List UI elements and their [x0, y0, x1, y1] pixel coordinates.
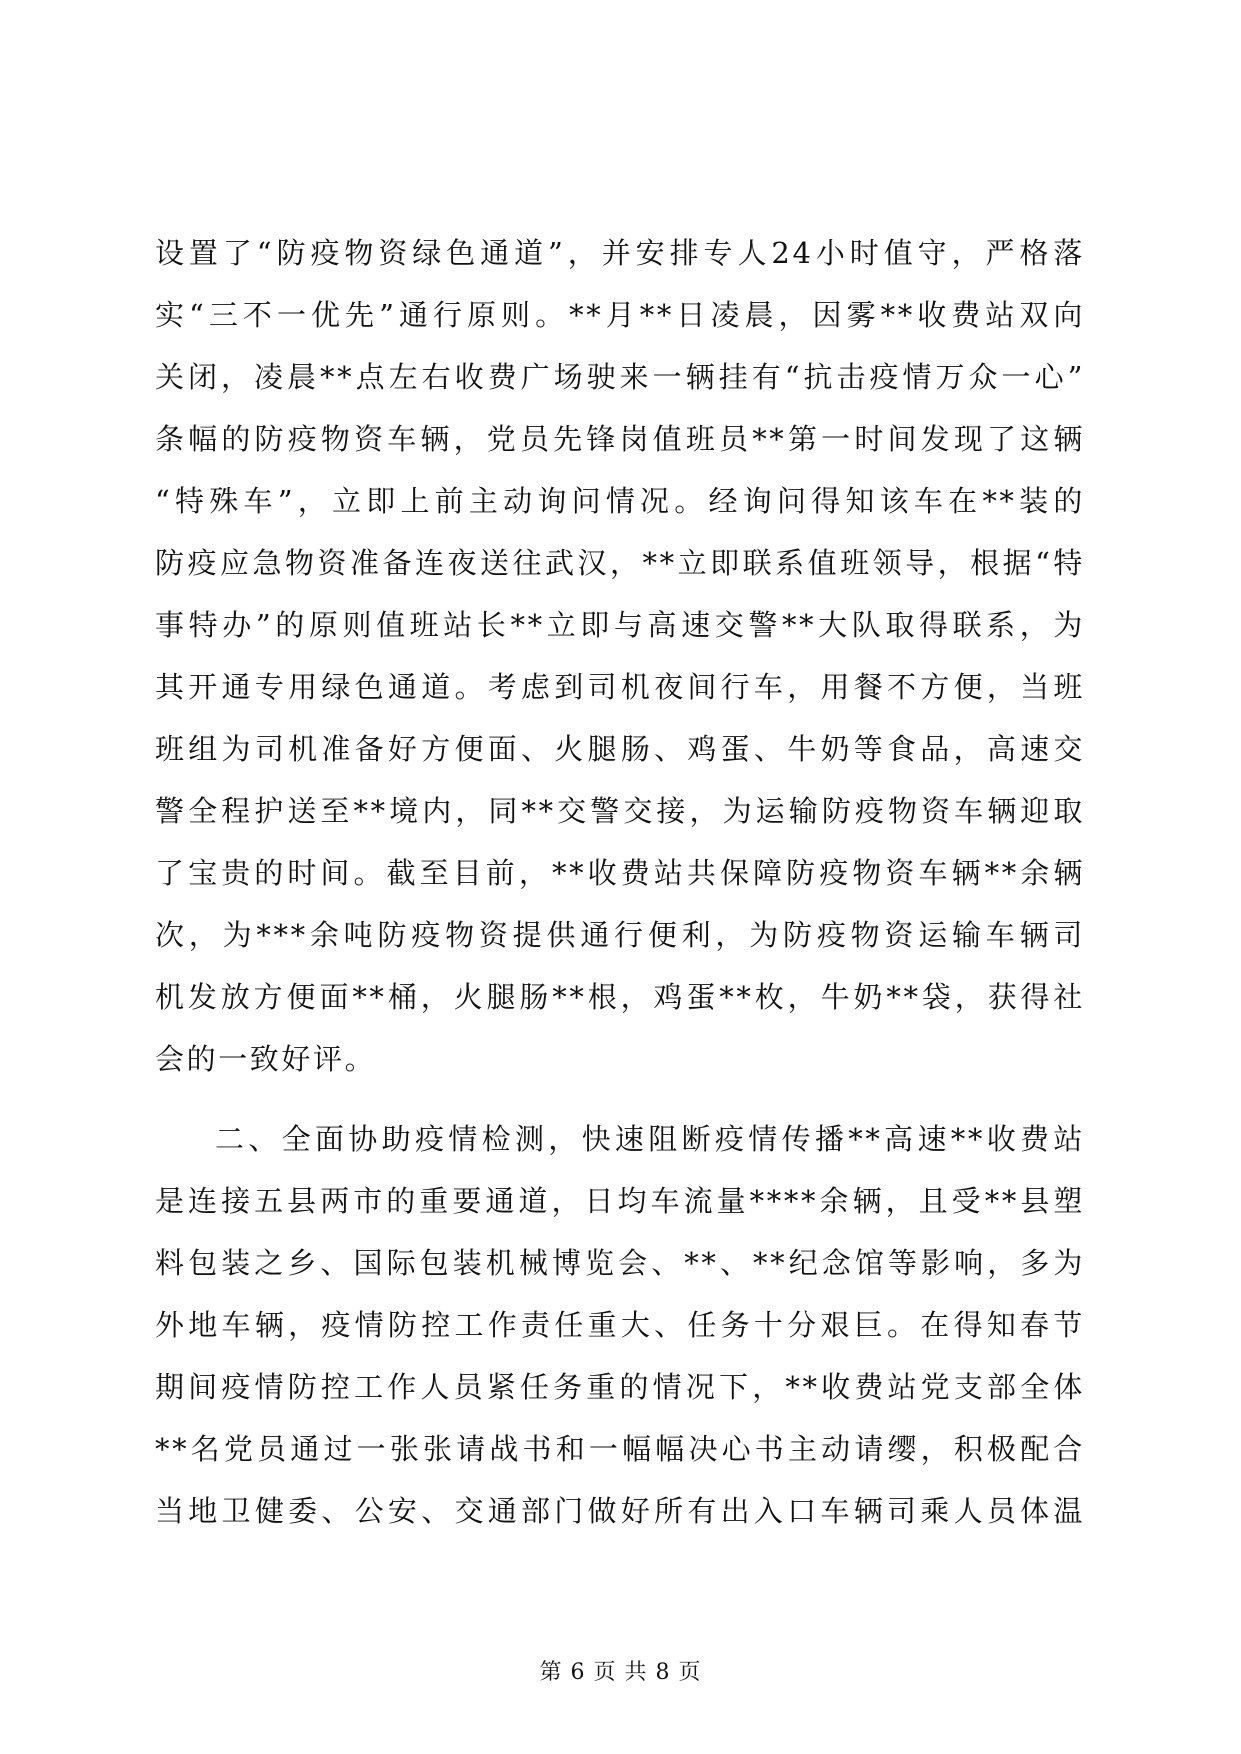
- paragraph-2: [155, 1108, 1085, 1542]
- text-line: **名党员通过一张张请战书和一幅幅决心书主动请缨，积极配合: [155, 1432, 1085, 1466]
- page-footer: [0, 1655, 1241, 1686]
- text-line: 是连接五县两市的重要通道，日均车流量****余辆，且受**县塑: [155, 1184, 1085, 1218]
- text-line: 关闭，凌晨**点左右收费广场驶来一辆挂有“抗击疫情万众一心”: [155, 360, 1085, 394]
- text-line: 次，为***余吨防疫物资提供通行便利，为防疫物资运输车辆司: [155, 918, 1085, 952]
- text-line: 班组为司机准备好方便面、火腿肠、鸡蛋、牛奶等食品，高速交: [155, 732, 1085, 766]
- text-line: 事特办”的原则值班站长**立即与高速交警**大队取得联系，为: [155, 608, 1085, 642]
- document-body: [155, 222, 1085, 1542]
- paragraph-gap: [155, 1090, 1085, 1108]
- page-number: 第 6 页 共 8 页: [539, 1660, 702, 1685]
- text-line: 会的一致好评。: [155, 1042, 377, 1076]
- text-line: 实“三不一优先”通行原则。**月**日凌晨，因雾**收费站双向: [155, 298, 1085, 332]
- text-line: 设置了“防疫物资绿色通道”，并安排专人24小时值守，严格落: [155, 236, 1085, 270]
- text-line: 二、全面协助疫情检测，快速阻断疫情传播**高速**收费站: [215, 1122, 1085, 1156]
- text-line: 了宝贵的时间。截至目前，**收费站共保障防疫物资车辆**余辆: [155, 856, 1085, 890]
- text-line: 其开通专用绿色通道。考虑到司机夜间行车，用餐不方便，当班: [155, 670, 1085, 704]
- text-line: 期间疫情防控工作人员紧任务重的情况下，**收费站党支部全体: [155, 1370, 1085, 1404]
- text-line: 当地卫健委、公安、交通部门做好所有出入口车辆司乘人员体温: [155, 1494, 1085, 1528]
- text-line: 料包装之乡、国际包装机械博览会、**、**纪念馆等影响，多为: [155, 1246, 1085, 1280]
- paragraph-1: [155, 222, 1085, 1090]
- text-line: 机发放方便面**桶，火腿肠**根，鸡蛋**枚，牛奶**袋，获得社: [155, 980, 1085, 1014]
- text-line: 外地车辆，疫情防控工作责任重大、任务十分艰巨。在得知春节: [155, 1308, 1085, 1342]
- text-line: 防疫应急物资准备连夜送往武汉，**立即联系值班领导，根据“特: [155, 546, 1085, 580]
- text-line: “特殊车”，立即上前主动询问情况。经询问得知该车在**装的: [155, 484, 1085, 518]
- text-line: 条幅的防疫物资车辆，党员先锋岗值班员**第一时间发现了这辆: [155, 422, 1085, 456]
- text-line: 警全程护送至**境内，同**交警交接，为运输防疫物资车辆迎取: [155, 794, 1085, 828]
